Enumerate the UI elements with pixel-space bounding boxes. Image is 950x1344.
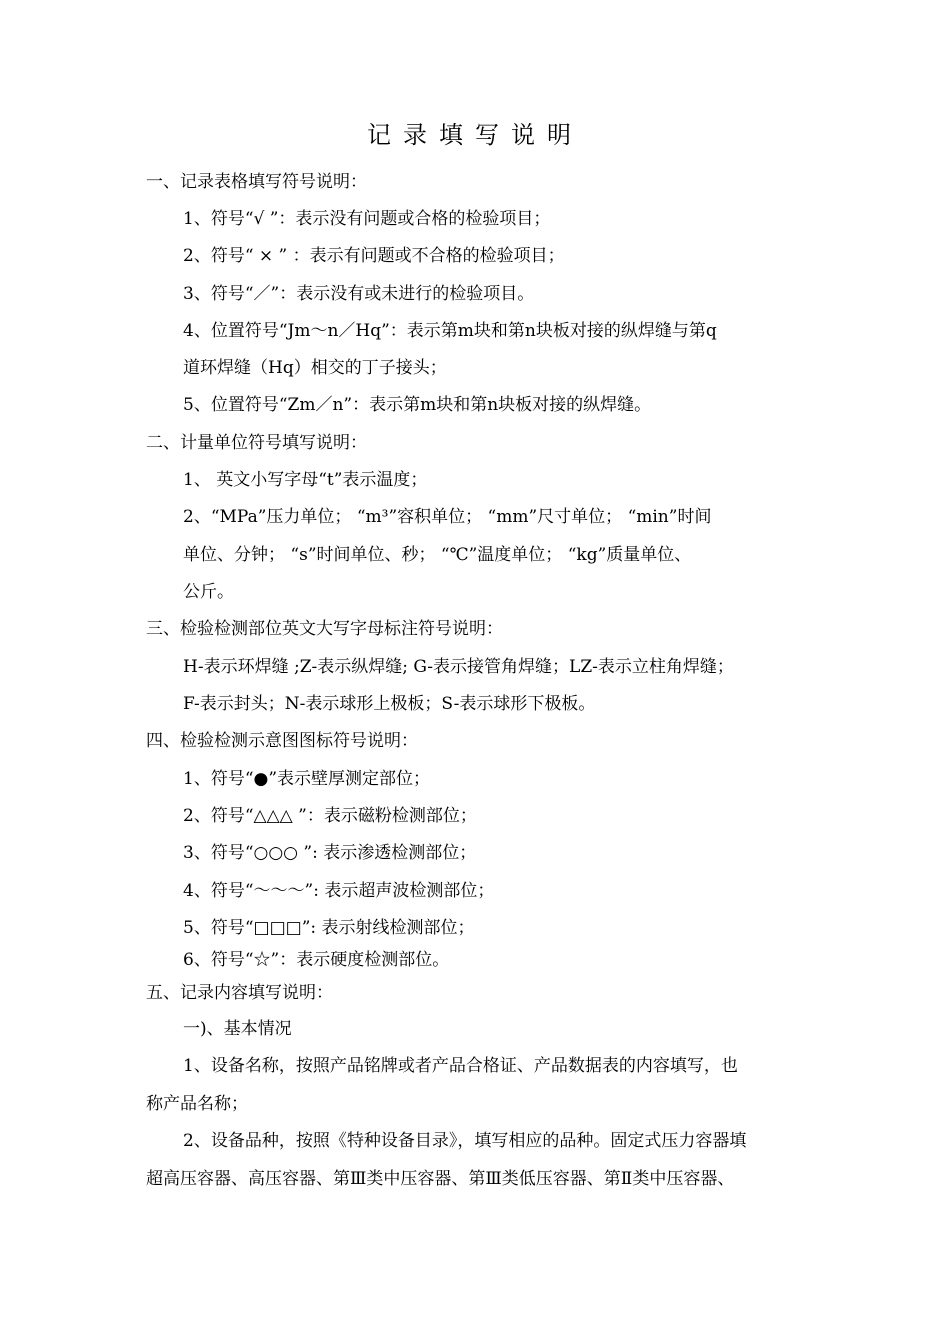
text-line: 5、符号“□□□”: 表示射线检测部位； — [183, 918, 475, 938]
text-line: 超高压容器、高压容器、第Ⅲ类中压容器、第Ⅲ类低压容器、第Ⅱ类中压容器、 — [146, 1169, 735, 1189]
section-heading-5: 五、记录内容填写说明： — [146, 983, 333, 1003]
page-title: 记录填写说明 — [367, 121, 583, 149]
text-line: 单位、分钟； “s”时间单位、秒； “℃”温度单位； “kg”质量单位、 — [183, 545, 692, 565]
text-line: 1、 英文小写字母“t”表示温度； — [183, 470, 428, 490]
text-line: 1、设备名称，按照产品铭牌或者产品合格证、产品数据表的内容填写，也 — [183, 1056, 738, 1076]
section-heading-1: 一、记录表格填写符号说明： — [146, 172, 367, 192]
text-line: 称产品名称； — [146, 1094, 248, 1114]
text-line: 2、符号“ × ” ：表示有问题或不合格的检验项目； — [183, 246, 565, 266]
text-line: H-表示环焊缝 ;Z-表示纵焊缝; G-表示接管角焊缝；LZ-表示立柱角焊缝； — [183, 657, 734, 677]
subsection-heading: 一)、基本情况 — [183, 1019, 292, 1039]
text-line: 3、符号“○○○ ”: 表示渗透检测部位； — [183, 843, 477, 863]
text-line: 2、“MPa”压力单位； “m³”容积单位； “mm”尺寸单位； “min”时间 — [183, 507, 712, 527]
text-line: 6、符号“☆”：表示硬度检测部位。 — [183, 950, 450, 970]
section-heading-4: 四、检验检测示意图图标符号说明： — [146, 731, 418, 751]
text-line: 2、符号“△△△ ”：表示磁粉检测部位； — [183, 806, 477, 826]
text-line: 4、位置符号“Jm～n／Hq”：表示第m块和第n块板对接的纵焊缝与第q — [183, 321, 717, 341]
text-line: 1、符号“√ ”：表示没有问题或合格的检验项目； — [183, 209, 551, 229]
text-line: 1、符号“●”表示壁厚测定部位； — [183, 769, 431, 789]
text-line: 2、设备品种，按照《特种设备目录》，填写相应的品种。固定式压力容器填 — [183, 1131, 747, 1151]
text-line: 道环焊缝（Hq）相交的丁子接头； — [183, 358, 447, 378]
text-line: 3、符号“／”：表示没有或未进行的检验项目。 — [183, 284, 535, 304]
section-heading-3: 三、检验检测部位英文大写字母标注符号说明： — [146, 619, 503, 639]
section-heading-2: 二、计量单位符号填写说明： — [146, 433, 367, 453]
text-line: F-表示封头；N-表示球形上极板；S-表示球形下极板。 — [183, 694, 596, 714]
text-line: 5、位置符号“Zm／n”：表示第m块和第n块板对接的纵焊缝。 — [183, 395, 652, 415]
text-line: 4、符号“～～～”: 表示超声波检测部位； — [183, 881, 495, 901]
text-line: 公斤。 — [183, 582, 234, 602]
